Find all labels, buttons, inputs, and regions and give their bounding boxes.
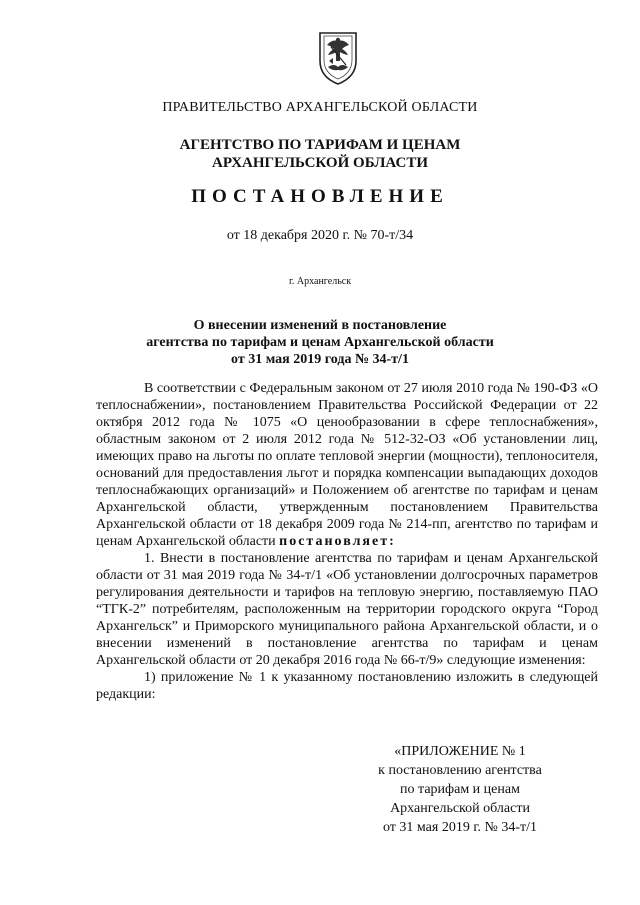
appendix-line4: Архангельской области: [390, 801, 530, 816]
appendix-line3: по тарифам и ценам: [400, 782, 520, 797]
document-date-number: от 18 декабря 2020 г. № 70-т/34: [226, 228, 414, 243]
agency-name-line1: АГЕНТСТВО ПО ТАРИФАМ И ЦЕНАМ: [179, 137, 461, 153]
appendix-heading: [350, 742, 570, 837]
appendix-line2: к постановлению агентства: [378, 763, 542, 778]
appendix-line5: от 31 мая 2019 г. № 34-т/1: [382, 820, 538, 835]
preamble-paragraph: [96, 380, 598, 550]
document-body: [96, 380, 598, 703]
decree-word: постановляет: [279, 534, 390, 549]
item-1-1-paragraph: 1) приложение № 1 к указанному постановлению изложить в следующей редакции:: [96, 670, 598, 702]
appendix-line1: «ПРИЛОЖЕНИЕ № 1: [394, 744, 526, 759]
decree-colon: :: [389, 534, 396, 549]
subject-line2: агентства по тарифам и ценам Архангельской области: [146, 335, 494, 350]
document-subject: [0, 317, 640, 368]
document-city: г. Архангельск: [288, 276, 352, 287]
agency-name-line2: АРХАНГЕЛЬСКОЙ ОБЛАСТИ: [212, 155, 428, 171]
item-1-paragraph: 1. Внести в постановление агентства по тарифам и ценам Архангельской области от 31 мая 2019 года № 34-т/1 «Об установлении долгосрочных параметров регулирования деятельности и тарифов на тепловую энергию, поставляемую ПАО “ТГК-2” потребителям, расположенным на территории городского округа “Город Архангельск” и Приморского муниципального района Архангельской области, и о внесении изменений в постановление агентства по тарифам и ценам Архангельской области от 20 декабря 2016 года № 66-т/9» следующие изменения:: [96, 551, 598, 668]
subject-line3: от 31 мая 2019 года № 34-т/1: [231, 352, 409, 367]
coat-of-arms-icon: [316, 27, 360, 87]
subject-line1: О внесении изменений в постановление: [193, 318, 447, 333]
government-name: ПРАВИТЕЛЬСТВО АРХАНГЕЛЬСКОЙ ОБЛАСТИ: [162, 100, 478, 115]
agency-name: [0, 136, 640, 172]
preamble-text: В соответствии с Федеральным законом от 27 июля 2010 года № 190-ФЗ «О теплоснабжении», постановлением Правительства Российской Федерации от 22 октября 2012 года № 1075 «О ценообразовании в сфере теплоснабжения», областным законом от 2 июля 2012 года № 512-32-ОЗ «Об установлении лиц, имеющих право на льготы по оплате тепловой энергии (мощности), теплоносителя, оснований для предоставления льгот и порядка компенсации выпадающих доходов теплоснабжающих организаций» и Положением об агентстве по тарифам и ценам Архангельской области, утвержденным постановлением Правительства Архангельской области от 18 декабря 2009 года № 214-пп, агентство по тарифам и ценам Архангельской области: [96, 381, 598, 549]
document-type: ПОСТАНОВЛЕНИЕ: [191, 186, 449, 207]
